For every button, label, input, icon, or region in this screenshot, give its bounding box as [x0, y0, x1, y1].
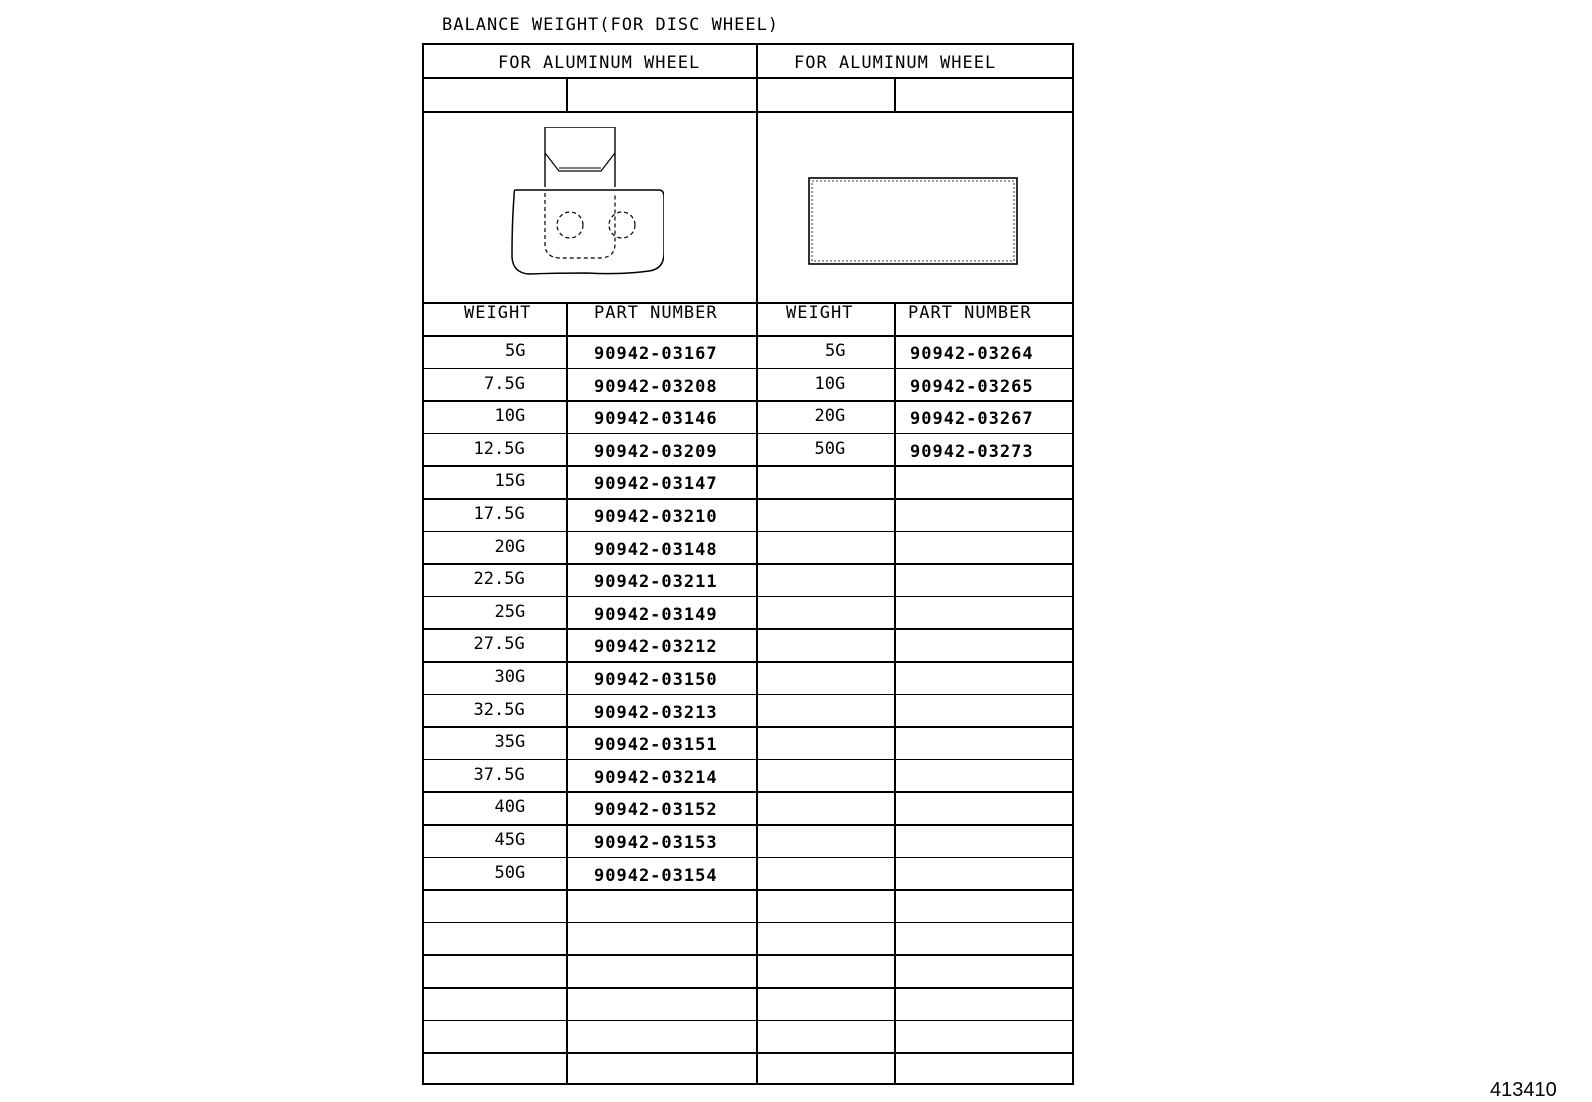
left-part-column-header: PART NUMBER	[594, 303, 718, 323]
table-row-rule	[424, 824, 1072, 826]
table-row-rule	[424, 922, 1072, 924]
left-section-header: FOR ALUMINUM WHEEL	[498, 53, 701, 73]
right-weight-column-header: WEIGHT	[786, 303, 854, 323]
right-row-weight: 20G	[814, 406, 846, 427]
column-divider	[566, 77, 568, 111]
table-row-rule	[424, 694, 1072, 696]
left-row-weight: 35G	[494, 732, 526, 753]
left-row-weight: 25G	[494, 601, 526, 622]
left-row-part-number: 90942-03146	[594, 409, 718, 430]
reference-number: 413410	[1490, 1079, 1557, 1101]
right-section-header: FOR ALUMINUM WHEEL	[794, 53, 997, 73]
left-row-part-number: 90942-03154	[594, 865, 718, 886]
left-weight-column-header: WEIGHT	[464, 303, 532, 323]
left-row-weight: 50G	[494, 862, 526, 883]
left-row-part-number: 90942-03149	[594, 604, 718, 625]
left-row-part-number: 90942-03208	[594, 376, 718, 397]
left-row-weight: 40G	[494, 797, 526, 818]
table-rule	[424, 111, 1072, 113]
left-row-part-number: 90942-03214	[594, 767, 718, 788]
left-row-weight: 37.5G	[473, 764, 525, 785]
table-row-rule	[424, 498, 1072, 500]
left-row-part-number: 90942-03148	[594, 539, 718, 560]
table-row-rule	[424, 954, 1072, 956]
diagram-title: BALANCE WEIGHT(FOR DISC WHEEL)	[442, 15, 780, 35]
left-row-part-number: 90942-03209	[594, 441, 718, 462]
table-row-rule	[424, 531, 1072, 533]
table-row-rule	[424, 661, 1072, 663]
balance-weight-table	[422, 43, 1074, 1085]
left-row-weight: 22.5G	[473, 569, 525, 590]
left-row-part-number: 90942-03211	[594, 572, 718, 593]
left-row-part-number: 90942-03210	[594, 507, 718, 527]
left-row-weight: 5G	[505, 341, 526, 361]
left-row-part-number: 90942-03150	[594, 670, 718, 690]
left-row-part-number: 90942-03167	[594, 344, 718, 364]
table-row-rule	[424, 400, 1072, 402]
table-row-rule	[424, 987, 1072, 989]
table-row-rule	[424, 1052, 1072, 1054]
left-row-part-number: 90942-03151	[594, 735, 718, 756]
left-row-weight: 10G	[494, 406, 526, 427]
clip-on-balance-weight-icon	[509, 127, 664, 279]
right-row-part-number: 90942-03265	[910, 376, 1034, 397]
right-row-part-number: 90942-03264	[910, 344, 1034, 364]
right-row-weight: 5G	[825, 341, 846, 361]
column-divider	[894, 77, 896, 111]
column-divider	[894, 302, 896, 1083]
left-row-weight: 17.5G	[473, 504, 525, 524]
table-rule	[424, 77, 1072, 79]
right-part-column-header: PART NUMBER	[908, 303, 1032, 323]
right-row-weight: 10G	[814, 373, 846, 394]
left-row-part-number: 90942-03213	[594, 702, 718, 723]
left-row-weight: 15G	[494, 471, 526, 492]
table-row-rule	[424, 1020, 1072, 1022]
right-row-part-number: 90942-03273	[910, 441, 1034, 462]
left-row-part-number: 90942-03212	[594, 637, 718, 658]
table-row-rule	[424, 857, 1072, 859]
table-row-rule	[424, 726, 1072, 728]
left-row-weight: 12.5G	[473, 438, 525, 459]
table-row-rule	[424, 791, 1072, 793]
left-row-part-number: 90942-03147	[594, 474, 718, 495]
left-row-weight: 20G	[494, 536, 526, 557]
table-row-rule	[424, 465, 1072, 467]
right-row-weight: 50G	[814, 438, 846, 459]
table-row-rule	[424, 596, 1072, 598]
left-row-part-number: 90942-03152	[594, 800, 718, 821]
left-row-weight: 27.5G	[473, 634, 525, 655]
table-row-rule	[424, 563, 1072, 565]
table-row-rule	[424, 889, 1072, 891]
left-row-part-number: 90942-03153	[594, 833, 718, 853]
left-row-weight: 45G	[494, 830, 526, 850]
table-row-rule	[424, 759, 1072, 761]
column-divider	[566, 302, 568, 1083]
left-row-weight: 32.5G	[473, 699, 525, 720]
left-row-weight: 7.5G	[484, 373, 525, 394]
right-row-part-number: 90942-03267	[910, 409, 1034, 430]
table-rule	[424, 335, 1072, 337]
table-row-rule	[424, 433, 1072, 435]
left-row-weight: 30G	[494, 667, 526, 687]
table-row-rule	[424, 628, 1072, 630]
section-divider	[756, 45, 758, 1083]
adhesive-balance-weight-icon	[808, 177, 1020, 267]
table-row-rule	[424, 368, 1072, 370]
